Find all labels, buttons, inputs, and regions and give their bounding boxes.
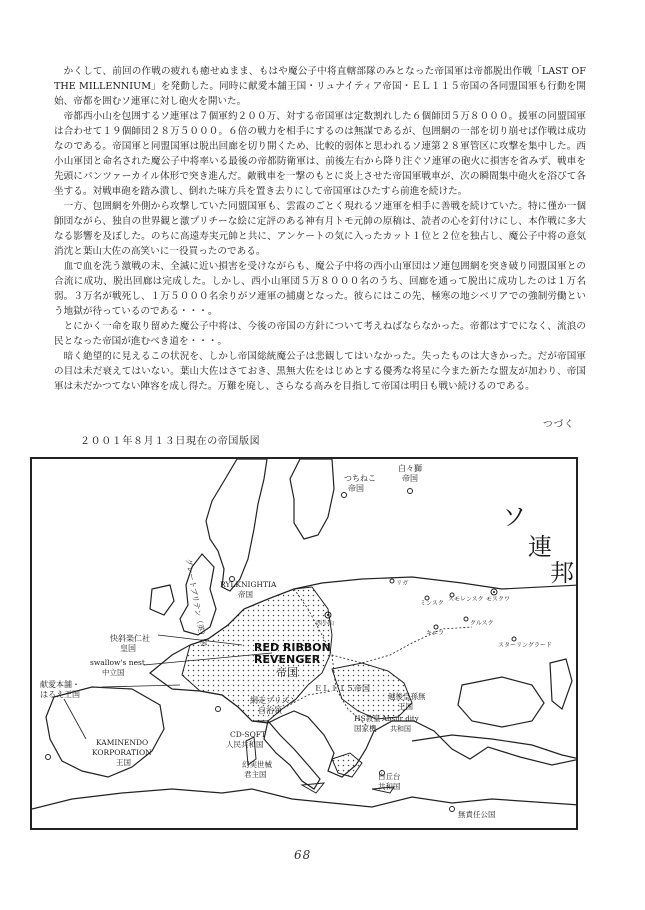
city-label: スモレンスク <box>448 596 484 603</box>
map-label: 網走プリズン <box>250 696 298 705</box>
paragraph: 一方、包囲網を外側から攻撃していた同盟国軍も、雲霞のごとく現れるソ連軍を相手に善戦を続けていた。特に僅か一個師団ながら、独自の世界観と激プリチーな絵に定評のある神有月トモ元帥の原稿は、読者の心を釘付けにし、本作戦に多大なる影響を及ぼした。のちに高遠寿実元帥と共に、アンケートの気に入ったカット１位と２位を独占し、魔公子中将の意気消沈と葉山大佐の高笑いに一役買ったのである。 <box>54 201 586 257</box>
map-label: 国家機 <box>354 724 377 733</box>
city-label: ミンスク <box>420 600 444 607</box>
map-label: KORPORATION <box>92 748 152 757</box>
to-be-continued: つづく <box>543 419 575 430</box>
city-label: 西小山 <box>316 620 335 627</box>
paragraph: 帝都西小山を包囲するソ連軍は７個軍約２００万、対する帝国軍は定数割れした６個師団５万８０００。援軍の同盟国軍は合わせて１９個師団２８万５０００。６倍の戦力を相手にするのは無謀であるが、包囲網の一部を切り崩せば作戦は成功なのである。帝国軍と同盟国軍は脱出回廊を切り開くため、比較的弱体と思われるソ連第２８軍管区に攻撃を集中した。西小山軍団と命名された魔公子中将率いる最後の帝都防衛軍は、前後左右から降り注ぐソ連軍の砲火に損害を省みず、戦車を先頭にパンツァーカイル体形で突き進んだ。敵戦車を一撃のもとに炎上させた帝国軍戦車が、次の瞬間集中砲火を浴びて各坐する。対戦車砲を踏み潰し、倒れた味方兵を置き去りにして帝国軍はひたすら前進を続けた。 <box>54 111 586 197</box>
city-marker <box>216 707 221 712</box>
paragraph: 暗く絶望的に見えるこの状況を、しかし帝国総統魔公子は悲観してはいなかった。失ったものは大きかった。だが帝国軍の目は未だ衰えてはいない。葉山大佐はさておき、黒無大佐をはじめとする優秀な将星に今また新たな盟友が加わり、帝国軍は未だかつてない陣容を成し得た。万難を廃し、さらなる高みを目指して帝国は明日も戦い続けるのである。 <box>54 351 586 392</box>
finland-landmass <box>290 459 334 539</box>
map-label: 無責任公国 <box>458 810 496 819</box>
map-label: 帝国 <box>402 474 418 483</box>
kursk-marker <box>464 617 468 621</box>
map-label: 君主国 <box>244 770 267 779</box>
caspian-sea <box>550 659 572 709</box>
map-label: 白々獅 <box>398 464 422 473</box>
map-label: HS教皇 <box>354 714 381 723</box>
map-label: Absur dity <box>382 715 419 723</box>
map-label: 王国 <box>116 758 131 767</box>
map-label: 献愛本舗・ <box>40 680 80 689</box>
ambassador-territory <box>332 753 362 777</box>
red-ribbon-title: REVENGER <box>254 653 321 666</box>
map-label: 自治領 <box>258 706 282 715</box>
map-label: 共和国 <box>390 725 411 733</box>
map-label: 人民共和国 <box>226 740 264 749</box>
soviet-label: ソ <box>502 503 526 531</box>
story-text <box>54 64 586 394</box>
red-ribbon-title: RED RIBBON <box>254 641 331 654</box>
map-label: RYLKNIGHTIA <box>220 580 277 589</box>
empire-map <box>30 457 578 830</box>
kiev-marker <box>434 625 438 629</box>
map-label: CD-SOFT <box>230 730 266 739</box>
map-label: 帝国 <box>348 484 364 493</box>
iberia-landmass <box>46 687 164 777</box>
riga-marker <box>390 579 394 583</box>
map-label: 皇国 <box>120 644 136 653</box>
map-label: グレートブリテン（英）国 <box>184 557 209 647</box>
map-label: swallow's nest <box>90 658 145 667</box>
map-label: 共和国 <box>378 782 401 791</box>
city-label: スターリングラード <box>498 642 552 649</box>
map-caption: ２００１年８月１３日現在の帝国版図 <box>80 436 261 447</box>
leader-line <box>64 699 86 739</box>
city-marker <box>450 807 455 812</box>
map-label: 白丘台 <box>378 772 401 781</box>
city-label: モスクワ <box>486 596 511 603</box>
map-label: 越後皇孫無 <box>388 692 426 701</box>
map-label: KAMINENDO <box>96 738 149 747</box>
map-label: 快斜楽仁社 <box>110 634 150 643</box>
page-number: 68 <box>294 848 312 862</box>
map-label: 帝国 <box>238 590 253 599</box>
paragraph: 血で血を洗う激戦の末、全滅に近い損害を受けながらも、魔公子中将の西小山軍団はソ連包囲網を突き破り同盟国軍との合流に成功、脱出回廊は完成した。しかし、西小山軍団５万８０００名のうち、回廊を通って脱出に成功したのは１万名弱。３万名が戦死し、１万５０００名余りがソ連軍の捕虜となった。彼らにはこの先、極寒の地シベリアでの強制労働という地獄が待っているのである・・・。 <box>54 261 586 317</box>
city-marker <box>46 755 51 760</box>
city-label: キエフ <box>426 630 445 637</box>
map-label: 幻実世械 <box>242 760 272 769</box>
map-label: つちねこ <box>344 474 376 483</box>
ireland-landmass <box>150 585 174 615</box>
map-label: 中立国 <box>102 668 125 677</box>
red-ribbon-title: 帝国 <box>276 666 298 679</box>
north-africa-coast <box>32 789 578 809</box>
map-label: はるえ王国 <box>40 690 80 699</box>
city-label: クルスク <box>470 620 494 627</box>
black-sea <box>458 677 544 727</box>
map-label: 王国 <box>398 702 413 711</box>
soviet-label: 連 <box>528 533 552 561</box>
scandinavia-landmass <box>206 459 267 591</box>
soviet-label: 邦 <box>550 559 574 587</box>
city-marker <box>342 493 347 498</box>
city-label: リガ <box>396 580 408 587</box>
paragraph: とにかく一命を取り留めた魔公子中将は、今後の帝国の方針について考えねばならなかった。帝都はすでになく、流浪の民となった帝国が進むべき道を・・・。 <box>54 321 586 347</box>
anatolia-landmass <box>412 735 578 759</box>
paragraph: かくして、前回の作戦の疲れも癒せぬまま、もはや魔公子中将直轄部隊のみとなった帝国軍は帝都脱出作戦「LAST OF THE MILLENNIUM」を発動した。同時に献愛本舗王国・リュナイティア帝国・ＥＬ１１５帝国の各同盟国軍も行動を開始、帝都を囲むソ連軍に対し砲火を開いた。 <box>54 66 586 107</box>
italy-landmass <box>264 721 320 789</box>
stalingrad-marker <box>512 637 516 641</box>
map-label: ＥＬ１１５帝国 <box>314 684 370 693</box>
city-marker <box>408 489 413 494</box>
